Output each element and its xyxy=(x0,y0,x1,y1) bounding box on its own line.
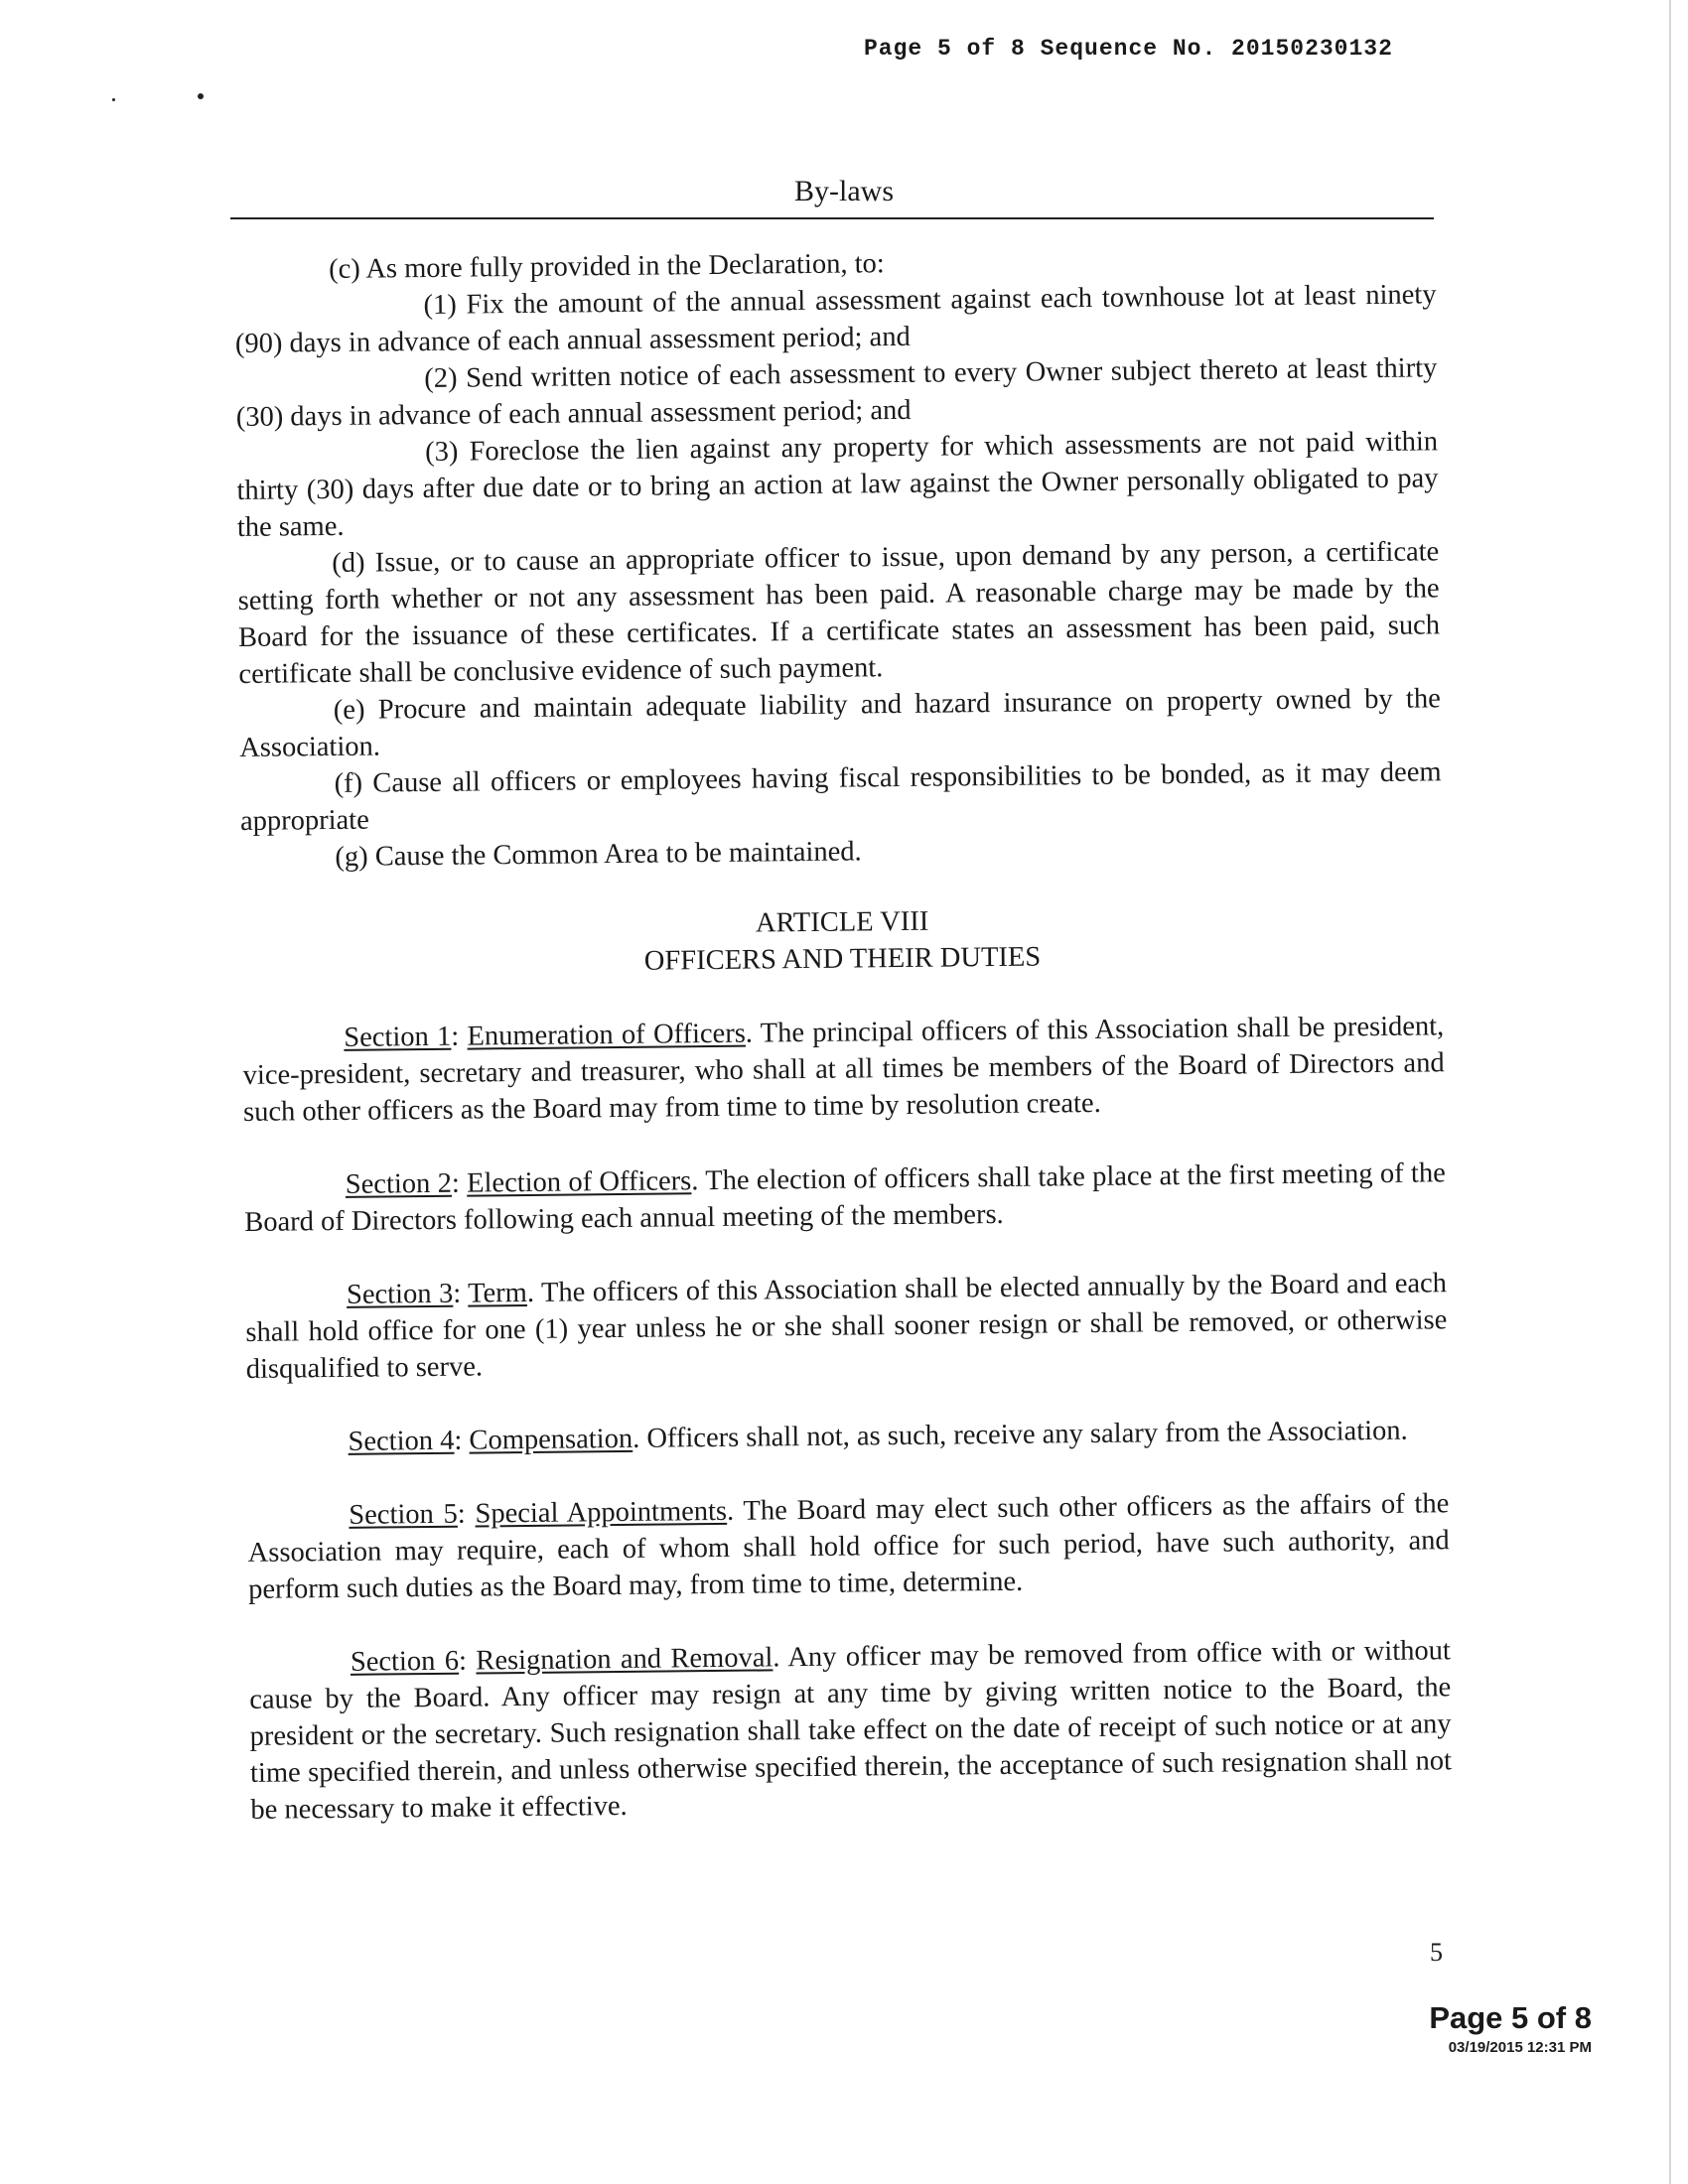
title-rule xyxy=(230,217,1434,219)
section-heading: Resignation and Removal xyxy=(476,1642,774,1677)
clause-c-1: (1) Fix the amount of the annual assessment against each townhouse lot at least ninety (90) days in advance of each annual assessment period; and xyxy=(234,279,1437,359)
section-label: Section 2 xyxy=(345,1167,453,1200)
footer-page-of: Page 5 of 8 xyxy=(1429,2000,1592,2035)
section-text: The officers of this Association shall be elected annually by the Board and each shall hold office for one (1) year unless he or she shall sooner resign or shall be removed, or otherwise disqualified to serve. xyxy=(245,1268,1448,1385)
page-number: 5 xyxy=(1430,1938,1443,1967)
document-body xyxy=(234,239,1453,1829)
section-text: Any officer may be removed from office with or without cause by the Board. Any officer may resign at any time by giving written notice to the Board, the president or the secretary. Such resignation shall take effect on the date of receipt of such notice or at any time specified therein, and unless otherwise specified therein, the acceptance of such resignation shall not be necessary to make it effective. xyxy=(249,1635,1453,1826)
section-text: Officers shall not, as such, receive any salary from the Association. xyxy=(646,1415,1408,1454)
section-4: Section 4: Compensation. Officers shall not, as such, receive any salary from the Association. xyxy=(348,1415,1408,1457)
section-text: The election of officers shall take place at the first meeting of the Board of Directors following each annual meeting of the members. xyxy=(244,1158,1446,1238)
section-heading: Compensation xyxy=(469,1423,633,1456)
scan-speck xyxy=(198,93,204,99)
clause-d: (d) Issue, or to cause an appropriate officer to issue, upon demand by any person, a certificate setting forth whether or not any assessment has been paid. A reasonable charge may be made by the Board for the issuance of these certificates. If a certificate states an assessment has been paid, such certificate shall be conclusive evidence of such payment. xyxy=(237,536,1441,690)
scan-edge-line xyxy=(1669,0,1671,2184)
section-heading: Term xyxy=(467,1277,528,1309)
clause-e: (e) Procure and maintain adequate liability and hazard insurance on property owned by the Association. xyxy=(239,683,1441,763)
section-label: Section 5 xyxy=(349,1498,458,1531)
clause-g: (g) Cause the Common Area to be maintained. xyxy=(335,836,862,873)
scan-speck xyxy=(112,98,115,101)
section-3: Section 3: Term. The officers of this Association shall be elected annually by the Board and each shall hold office for one (1) year unless he or she shall sooner resign or shall be removed, or otherwise disqualified to serve. xyxy=(245,1268,1448,1385)
section-2: Section 2: Election of Officers. The election of officers shall take place at the first meeting of the Board of Directors following each annual meeting of the members. xyxy=(244,1158,1446,1238)
section-label: Section 6 xyxy=(350,1645,460,1678)
section-5: Section 5: Special Appointments. The Board may elect such other officers as the affairs of the Association may require, each of whom shall hold office for such period, have such authority, and perform such duties as the Board may, from time to time, determine. xyxy=(247,1488,1450,1605)
section-6: Section 6: Resignation and Removal. Any officer may be removed from office with or without cause by the Board. Any officer may resign at any time by giving written notice to the Board, the president or the secretary. Such resignation shall take effect on the date of receipt of such notice or at any time specified therein, and unless otherwise specified therein, the acceptance of such resignation shall not be necessary to make it effective. xyxy=(249,1635,1453,1826)
section-label: Section 3 xyxy=(346,1278,454,1310)
section-label: Section 1 xyxy=(344,1021,452,1053)
section-heading: Election of Officers xyxy=(466,1165,692,1199)
clause-c-2: (2) Send written notice of each assessment to every Owner subject thereto at least thirty (30) days in advance of each annual assessment period; and xyxy=(235,352,1438,433)
sequence-stamp: Page 5 of 8 Sequence No. 20150230132 xyxy=(864,36,1393,62)
section-label: Section 4 xyxy=(348,1425,455,1457)
section-heading: Special Appointments xyxy=(475,1495,728,1530)
clause-c-intro: (c) As more fully provided in the Declaration, to: xyxy=(329,248,885,286)
document-title: By-laws xyxy=(794,175,894,207)
footer-datetime: 03/19/2015 12:31 PM xyxy=(1448,2039,1592,2056)
section-1: Section 1: Enumeration of Officers. The principal officers of this Association shall be president, vice-president, secretary and treasurer, who shall at all times be members of the Board of Directors and such other officers as the Board may from time to time by resolution create. xyxy=(242,1011,1445,1128)
article-heading xyxy=(241,897,1444,984)
section-heading: Enumeration of Officers xyxy=(467,1018,746,1052)
section-text: The principal officers of this Association shall be president, vice-president, secretary and treasurer, who shall at all times be members of the Board of Directors and such other officers as the Board may from time to time by resolution create. xyxy=(242,1011,1445,1128)
article-number: ARTICLE VIII xyxy=(755,905,929,939)
section-text: The Board may elect such other officers as the affairs of the Association may require, each of whom shall hold office for such period, have such authority, and perform such duties as the Board may, from time to time, determine. xyxy=(247,1488,1450,1605)
clause-f: (f) Cause all officers or employees having fiscal responsibilities to be bonded, as it may deem appropriate xyxy=(239,756,1442,837)
clause-c-3: (3) Foreclose the lien against any property for which assessments are not paid within thirty (30) days after due date or to bring an action at law against the Owner personally obligated to pay the same. xyxy=(236,426,1439,543)
article-title: OFFICERS AND THEIR DUTIES xyxy=(643,941,1042,977)
